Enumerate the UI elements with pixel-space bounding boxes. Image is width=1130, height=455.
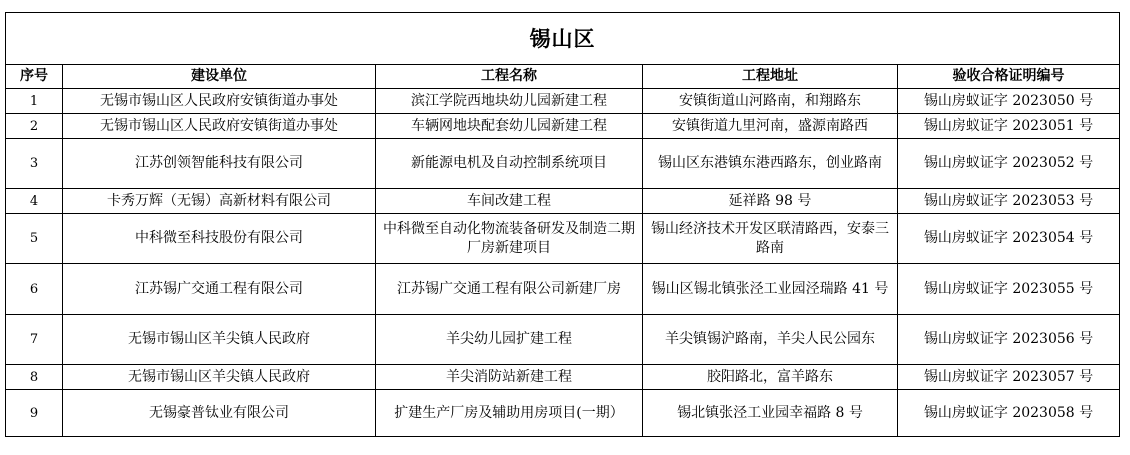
cell-name: 江苏锡广交通工程有限公司新建厂房 <box>376 264 643 315</box>
cell-unit: 无锡市锡山区人民政府安镇街道办事处 <box>63 114 376 139</box>
cell-seq: 3 <box>6 139 63 189</box>
cell-name: 新能源电机及自动控制系统项目 <box>376 139 643 189</box>
title-row <box>6 13 1120 65</box>
cell-seq: 8 <box>6 365 63 390</box>
cell-unit: 无锡豪普钛业有限公司 <box>63 390 376 437</box>
table-row <box>6 315 1120 365</box>
cell-name: 羊尖消防站新建工程 <box>376 365 643 390</box>
cell-address: 锡山区东港镇东港西路东，创业路南 <box>643 139 898 189</box>
cell-unit: 无锡市锡山区羊尖镇人民政府 <box>63 315 376 365</box>
cell-seq: 7 <box>6 315 63 365</box>
header-name: 工程名称 <box>376 65 643 89</box>
cell-name: 车间改建工程 <box>376 189 643 214</box>
cell-unit: 卡秀万辉（无锡）高新材料有限公司 <box>63 189 376 214</box>
table-row <box>6 214 1120 264</box>
cell-cert: 锡山房蚁证字 2023052 号 <box>898 139 1120 189</box>
header-seq: 序号 <box>6 65 63 89</box>
cell-name: 车辆网地块配套幼儿园新建工程 <box>376 114 643 139</box>
cell-unit: 无锡市锡山区羊尖镇人民政府 <box>63 365 376 390</box>
cell-address: 锡山经济技术开发区联清路西，安泰三路南 <box>643 214 898 264</box>
cell-address: 延祥路 98 号 <box>643 189 898 214</box>
cell-unit: 无锡市锡山区人民政府安镇街道办事处 <box>63 89 376 114</box>
cell-address: 安镇街道山河路南，和翔路东 <box>643 89 898 114</box>
cell-cert: 锡山房蚁证字 2023055 号 <box>898 264 1120 315</box>
cell-name: 滨江学院西地块幼儿园新建工程 <box>376 89 643 114</box>
header-unit: 建设单位 <box>63 65 376 89</box>
table-row <box>6 365 1120 390</box>
cell-cert: 锡山房蚁证字 2023056 号 <box>898 315 1120 365</box>
cell-unit: 江苏锡广交通工程有限公司 <box>63 264 376 315</box>
cell-seq: 6 <box>6 264 63 315</box>
cell-cert: 锡山房蚁证字 2023051 号 <box>898 114 1120 139</box>
cell-name: 扩建生产厂房及辅助用房项目(一期） <box>376 390 643 437</box>
cell-seq: 5 <box>6 214 63 264</box>
cell-cert: 锡山房蚁证字 2023050 号 <box>898 89 1120 114</box>
cell-seq: 1 <box>6 89 63 114</box>
cell-address: 安镇街道九里河南，盛源南路西 <box>643 114 898 139</box>
cell-cert: 锡山房蚁证字 2023054 号 <box>898 214 1120 264</box>
cell-unit: 江苏创领智能科技有限公司 <box>63 139 376 189</box>
cell-address: 锡北镇张泾工业园幸福路 8 号 <box>643 390 898 437</box>
cell-address: 羊尖镇锡沪路南，羊尖人民公园东 <box>643 315 898 365</box>
cell-name: 羊尖幼儿园扩建工程 <box>376 315 643 365</box>
cell-name: 中科微至自动化物流装备研发及制造二期厂房新建项目 <box>376 214 643 264</box>
acceptance-table <box>5 12 1120 437</box>
table-title: 锡山区 <box>6 13 1120 65</box>
table-row <box>6 139 1120 189</box>
cell-address: 胶阳路北，富羊路东 <box>643 365 898 390</box>
cell-seq: 2 <box>6 114 63 139</box>
table-row <box>6 390 1120 437</box>
cell-cert: 锡山房蚁证字 2023057 号 <box>898 365 1120 390</box>
cell-seq: 4 <box>6 189 63 214</box>
header-address: 工程地址 <box>643 65 898 89</box>
cell-cert: 锡山房蚁证字 2023058 号 <box>898 390 1120 437</box>
cell-cert: 锡山房蚁证字 2023053 号 <box>898 189 1120 214</box>
cell-unit: 中科微至科技股份有限公司 <box>63 214 376 264</box>
table-row <box>6 89 1120 114</box>
header-row <box>6 65 1120 89</box>
cell-seq: 9 <box>6 390 63 437</box>
acceptance-table-container <box>5 12 1119 437</box>
table-row <box>6 189 1120 214</box>
table-row <box>6 264 1120 315</box>
cell-address: 锡山区锡北镇张泾工业园泾瑞路 41 号 <box>643 264 898 315</box>
header-cert: 验收合格证明编号 <box>898 65 1120 89</box>
table-row <box>6 114 1120 139</box>
